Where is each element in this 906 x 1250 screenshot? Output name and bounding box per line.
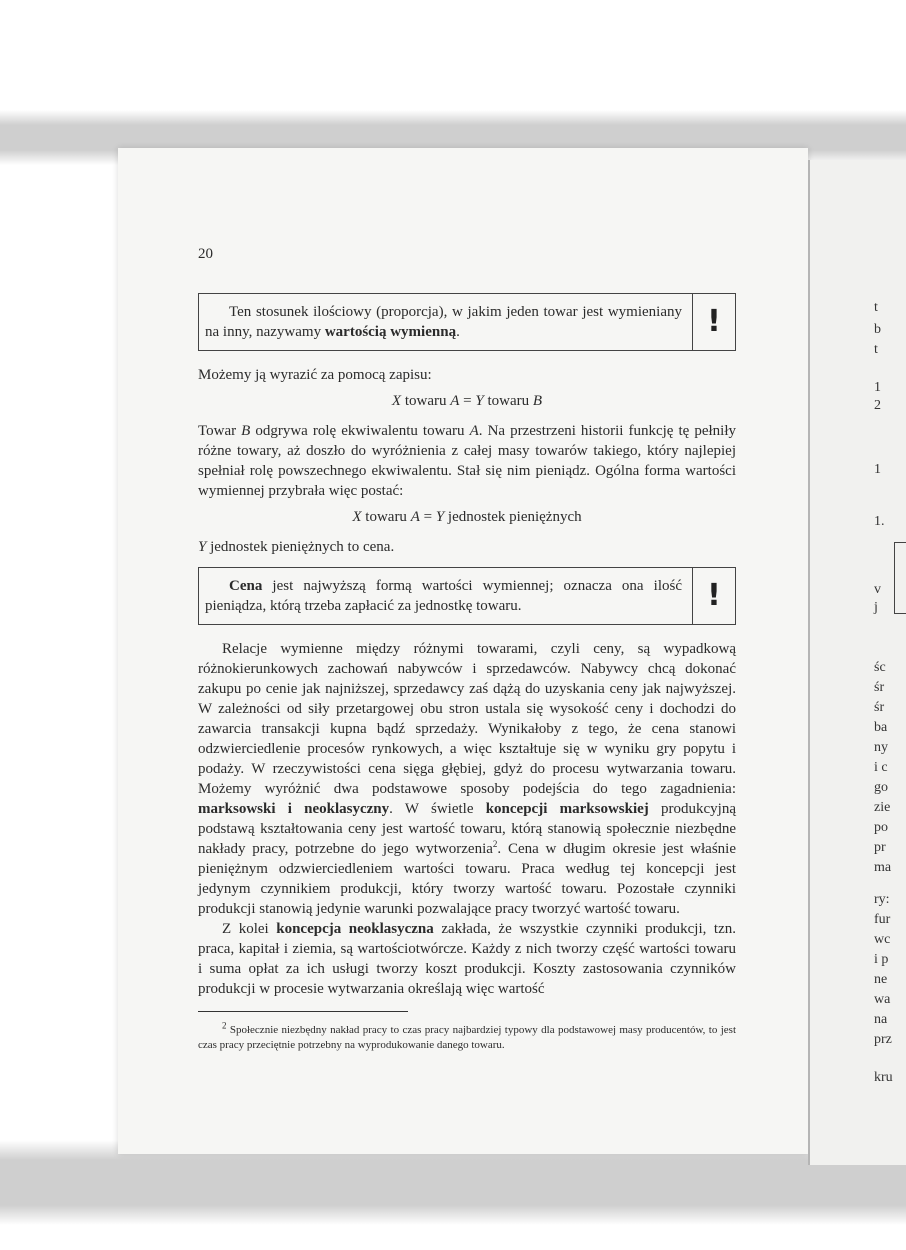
facing-page-fragment: go <box>874 780 888 795</box>
facing-page-fragment: śc <box>874 660 886 675</box>
definition-term: wartością wymienną <box>324 324 457 340</box>
footnote-ref: 2 <box>492 839 498 849</box>
facing-page-fragment: ne <box>874 972 888 987</box>
facing-page-box <box>894 542 906 614</box>
definition-text: Cena jest najwyższą formą wartości wymiennej; oznacza ona ilość pieniądza, którą trzeba zapłacić za jednostkę towaru. <box>205 578 682 614</box>
facing-page-fragment: i c <box>874 760 888 775</box>
formula-money: X towaru A = Y jednostek pieniężnych <box>352 509 582 525</box>
facing-page-fragment: i p <box>874 952 889 967</box>
definition-box-price <box>198 567 736 625</box>
exclamation-icon: ! <box>692 294 735 350</box>
formula-exchange: X towaru A = Y towaru B <box>391 393 543 409</box>
exclamation-icon: ! <box>692 568 735 624</box>
facing-page-fragment: j <box>874 600 878 615</box>
facing-page-fragment: wa <box>874 992 891 1007</box>
facing-page-fragment: śr <box>874 700 885 715</box>
facing-page-fragment: t <box>874 342 878 357</box>
facing-page <box>808 160 906 1165</box>
facing-page-fragment: t <box>874 300 878 315</box>
facing-page-fragment: śr <box>874 680 885 695</box>
facing-page-fragment: po <box>874 820 888 835</box>
paragraph: Towar B odgrywa rolę ekwiwalentu towaru A. Na przestrzeni historii funkcję tę pełniły różne towary, aż doszło do wyróżnienia z całej masy towarów takiego, który najlepiej spełniał rolę powszechnego ekwiwalentu. Stał się nim pieniądz. Ogólna forma wartości wymiennej przybrała więc postać: <box>198 423 736 499</box>
facing-page-fragment: 1 <box>874 380 881 395</box>
facing-page-fragment: ma <box>874 860 892 875</box>
footnote-rule <box>198 1011 408 1012</box>
paragraph: Z kolei koncepcja neoklasyczna zakłada, że wszystkie czynniki produkcji, tzn. praca, kapitał i ziemia, są wartościotwórcze. Każdy z nich tworzy część wartości towaru i suma opłat za ich usługi tworzy koszt produkcji. Koszty zastosowania czynników produkcji w procesie wytwarzania określają więc wartość <box>198 921 736 997</box>
facing-page-fragment: 1 <box>874 462 881 477</box>
facing-page-fragment: prz <box>874 1032 892 1047</box>
facing-page-fragment: fur <box>874 912 891 927</box>
facing-page-fragment: 1. <box>874 514 885 529</box>
definition-text: Ten stosunek ilościowy (proporcja), w jakim jeden towar jest wymieniany na inny, nazywamy wartością wymienną. <box>205 304 682 340</box>
facing-page-fragment: 2 <box>874 398 881 413</box>
facing-page-fragment: ny <box>874 740 888 755</box>
facing-page-fragment: v <box>874 582 881 597</box>
page-content <box>198 293 736 1064</box>
page-number: 20 <box>198 246 213 262</box>
facing-page-fragment: pr <box>874 840 886 855</box>
facing-page-fragment: wc <box>874 932 891 947</box>
facing-page-fragment: kru <box>874 1070 893 1085</box>
definition-box-exchange-value <box>198 293 736 351</box>
definition-term: Cena <box>229 578 263 594</box>
paragraph: Y jednostek pieniężnych to cena. <box>198 539 395 555</box>
facing-page-fragment: zie <box>874 800 891 815</box>
paragraph: Relacje wymienne między różnymi towarami, czyli ceny, są wypadkową różnokierunkowych zachowań nabywców i sprzedawców. Nabywcy chcą dokonać zakupu po cenie jak najniższej, sprzedawcy zaś dążą do uzyskania ceny jak najwyższej. W zależności od siły przetargowej obu stron ustala się wysokość ceny i dochodzi do zawarcia transakcji kupna bądź sprzedaży. Wynikałoby z tego, że cena stanowi odzwierciedlenie procesów rynkowych, a więc kształtuje się w wyniku gry popytu i podaży. W rzeczywistości cena sięga głębiej, gdyż do procesu wytwarzania towaru. Możemy wyróżnić dwa podstawowe sposoby podejścia do tego zagadnienia: marksowski i neoklasyczny. W świetle koncepcji marksowskiej produkcyjną podstawą kształtowania ceny jest wartość towaru, którą stanowią społecznie niezbędne nakłady pracy, potrzebne do jego wytworzenia$^2$. Cena w długim okresie jest właśnie pieniężnym odzwierciedleniem wartości towaru. Praca według tej koncepcji jest jedynym czynnikiem produkcji, który tworzy wartość towaru. Pozostałe czynniki produkcji stanowią jedynie warunki pozwalające pracy tworzyć wartość towaru. <box>198 641 736 917</box>
facing-page-fragment: ry: <box>874 892 890 907</box>
facing-page-fragment: na <box>874 1012 888 1027</box>
facing-page-fragment: b <box>874 322 881 337</box>
paragraph: Możemy ją wyrazić za pomocą zapisu: <box>198 367 432 383</box>
facing-page-fragment: ba <box>874 720 888 735</box>
footnote: $^2$ Społecznie niezbędny nakład pracy to czas pracy najbardziej typowy dla podstawowej masy producentów, to jest czas pracy przeciętnie potrzebny na wyprodukowanie danego towaru. <box>198 1020 736 1051</box>
